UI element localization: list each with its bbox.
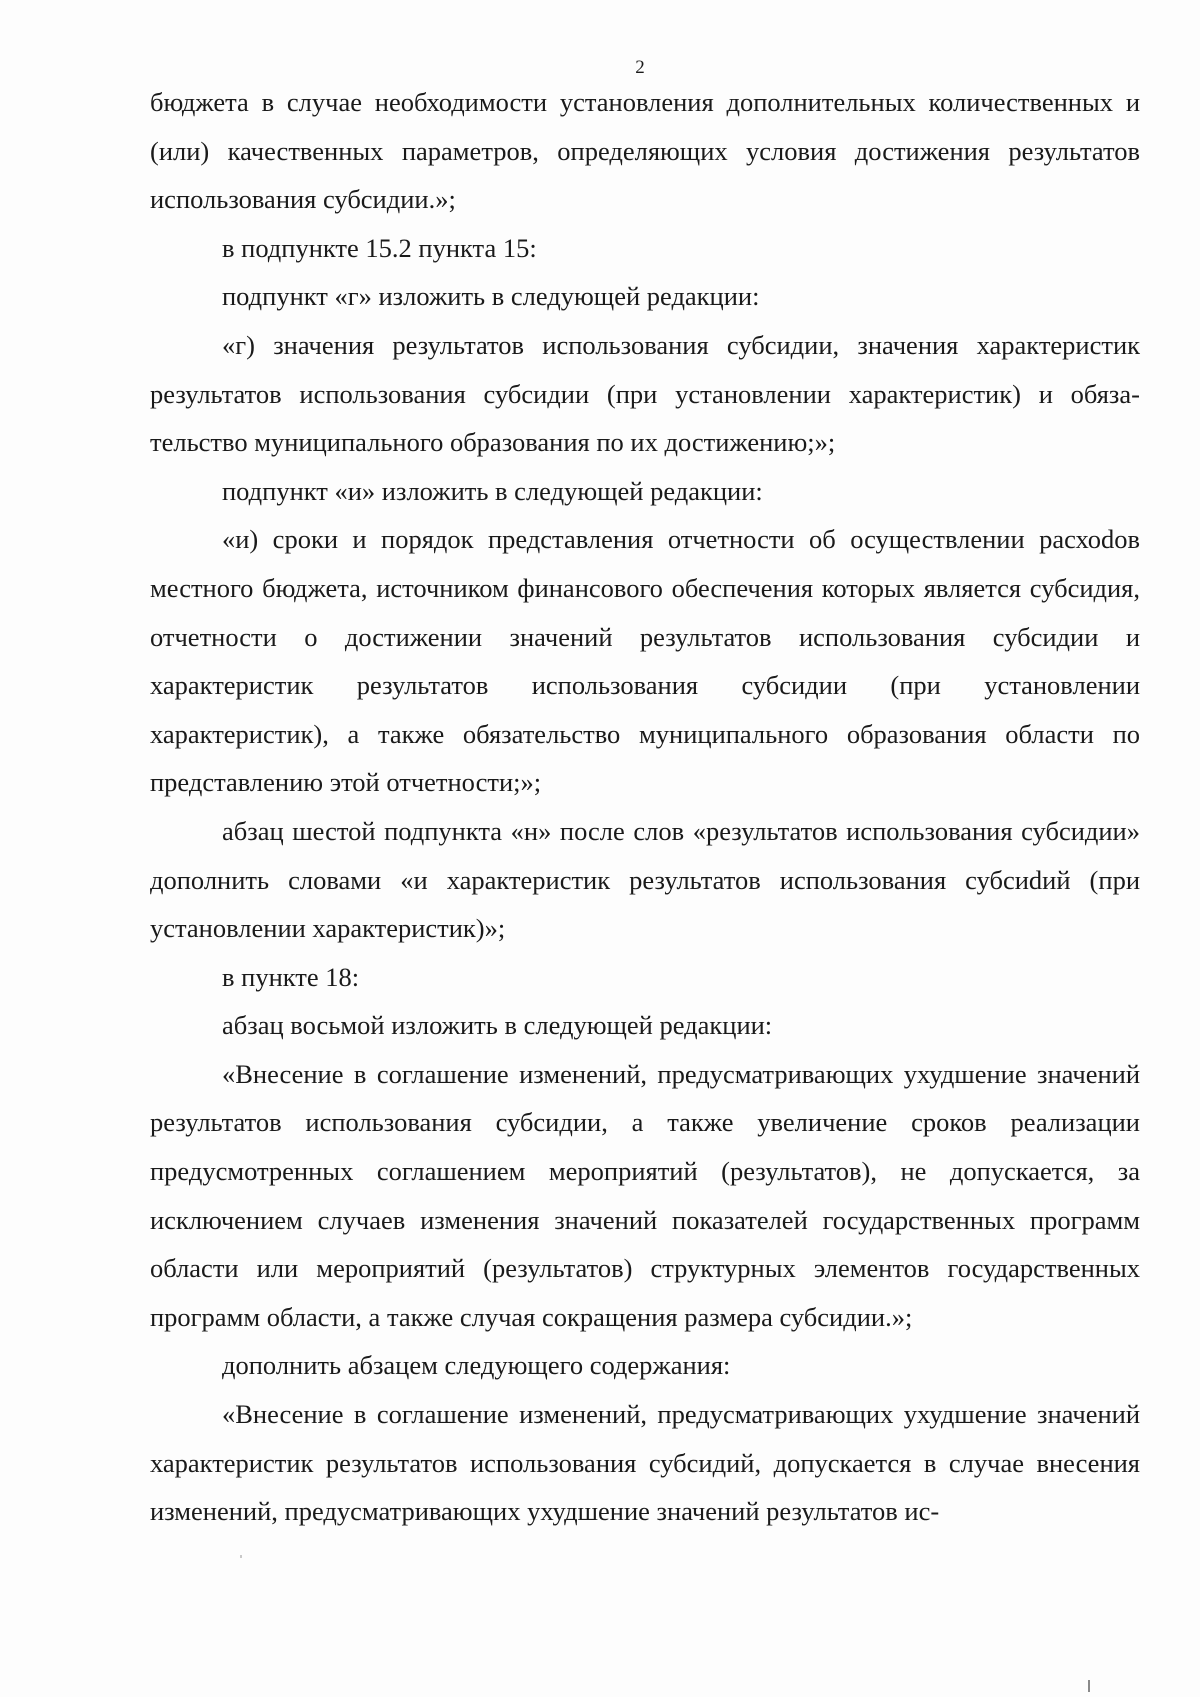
paragraph: бюджета в случае необходимости установления дополнительных количественных и (или) качественных параметров, определяющих условия достижения результатов использования субсидии.»; xyxy=(150,87,1140,215)
paragraph: «и) сроки и порядок представления отчетности об осуществлении расхоdов местного бюджета, источником финансового обеспечения которых является субсидия, отчетности о достижении значений результатов использования субсидии и характеристик результатов использования субсидии (при установлении характеристик), а также обязательство муниципального образования области по представлению этой отчетности;»; xyxy=(150,524,1140,798)
paragraph: в подпункте 15.2 пункта 15: xyxy=(222,232,537,263)
paragraph: «Внесение в соглашение изменений, предусматривающих ухудшение значений характеристик результатов использования субсидий, допускается в случае внесения изменений, предусматривающих ухудшение значений результатов ис- xyxy=(150,1399,1140,1527)
paragraph: абзац восьмой изложить в следующей редакции: xyxy=(222,1010,773,1041)
paragraph: дополнить абзацем следующего содержания: xyxy=(222,1350,731,1381)
paragraph: в пункте 18: xyxy=(222,961,360,992)
scan-speck xyxy=(240,1555,242,1558)
paragraph: подпункт «и» изложить в следующей редакции: xyxy=(222,475,763,506)
document-body xyxy=(150,78,1140,1536)
paragraph: «г) значения результатов использования субсидии, значения характеристик результатов использования субсидии (при установлении характеристик) и обязательство муниципального образования по их достижению;»; xyxy=(150,329,1140,458)
page-number: 2 xyxy=(635,57,645,78)
paragraph: абзац шестой подпункта «н» после слов «результатов использования субсидии» дополнить словами «и характеристик результатов использования субсиdий (при установлении характеристик)»; xyxy=(150,815,1140,944)
scan-speck xyxy=(1088,1680,1090,1692)
paragraph: подпункт «г» изложить в следующей редакции: xyxy=(222,281,760,312)
paragraph: «Внесение в соглашение изменений, предусматривающих ухудшение значений результатов использования субсидии, а также увеличение сроков реализации предусмотренных соглашением мероприятий (результатов), не допускается, за исключением случаев изменения значений показателей государственных программ области или мероприятий (результатов) структурных элементов государственных программ области, а также случая сокращения размера субсидии.»; xyxy=(150,1058,1140,1332)
